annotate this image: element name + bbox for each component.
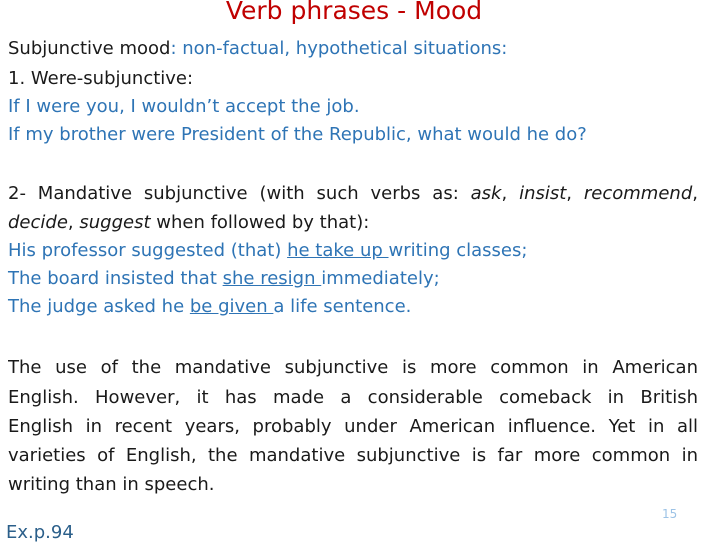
comma: , <box>692 183 698 204</box>
subjunctive-label: Subjunctive mood <box>8 38 171 59</box>
comma: , <box>67 212 80 233</box>
page-number: 15 <box>662 507 678 521</box>
verb-recommend: recommend <box>583 183 693 204</box>
list-item-were-subjunctive: 1. Were-subjunctive: <box>8 68 194 89</box>
example-4-pre: The board insisted that <box>8 268 223 289</box>
verb-ask: ask <box>470 183 502 204</box>
example-sentence-2: If my brother were President of the Republic, what would he do? <box>8 124 587 145</box>
example-sentence-5 <box>8 294 411 320</box>
mandative-heading-line-2 <box>8 210 369 236</box>
mandative-heading-text: 2- Mandative subjunctive (with such verbs as: <box>8 183 471 204</box>
footer-exercise-reference: Ex.p.94 <box>6 522 74 543</box>
paragraph-line-1: The use of the mandative subjunctive is more common in American <box>8 357 698 378</box>
example-3-underlined: he take up <box>287 240 389 261</box>
verb-insist: insist <box>519 183 567 204</box>
subjunctive-definition-text: : non-factual, hypothetical situations: <box>170 38 508 59</box>
paragraph-line-5: writing than in speech. <box>8 474 215 495</box>
verb-suggest: suggest <box>79 212 151 233</box>
example-sentence-3 <box>8 238 527 264</box>
example-5-pre: The judge asked he <box>8 296 190 317</box>
verb-decide: decide <box>8 212 68 233</box>
example-3-post: writing classes; <box>388 240 528 261</box>
paragraph-line-2: English. However, it has made a considerable comeback in British <box>8 387 698 408</box>
example-5-underlined: be given <box>189 296 274 317</box>
example-sentence-4 <box>8 266 440 292</box>
example-sentence-1: If I were you, I wouldn’t accept the job. <box>8 96 360 117</box>
mandative-heading-line-1 <box>8 180 698 208</box>
example-4-underlined: she resign <box>222 268 322 289</box>
subjunctive-definition <box>8 36 507 62</box>
example-5-post: a life sentence. <box>273 296 412 317</box>
example-3-pre: His professor suggested (that) <box>8 240 288 261</box>
slide-title: Verb phrases - Mood <box>225 0 483 25</box>
paragraph-line-4: varieties of English, the mandative subjunctive is far more common in <box>8 445 698 466</box>
comma: , <box>566 183 584 204</box>
example-4-post: immediately; <box>321 268 440 289</box>
comma: , <box>501 183 520 204</box>
mandative-heading-end: when followed by that): <box>150 212 370 233</box>
paragraph-line-3: English in recent years, probably under American influence. Yet in all <box>8 416 698 437</box>
